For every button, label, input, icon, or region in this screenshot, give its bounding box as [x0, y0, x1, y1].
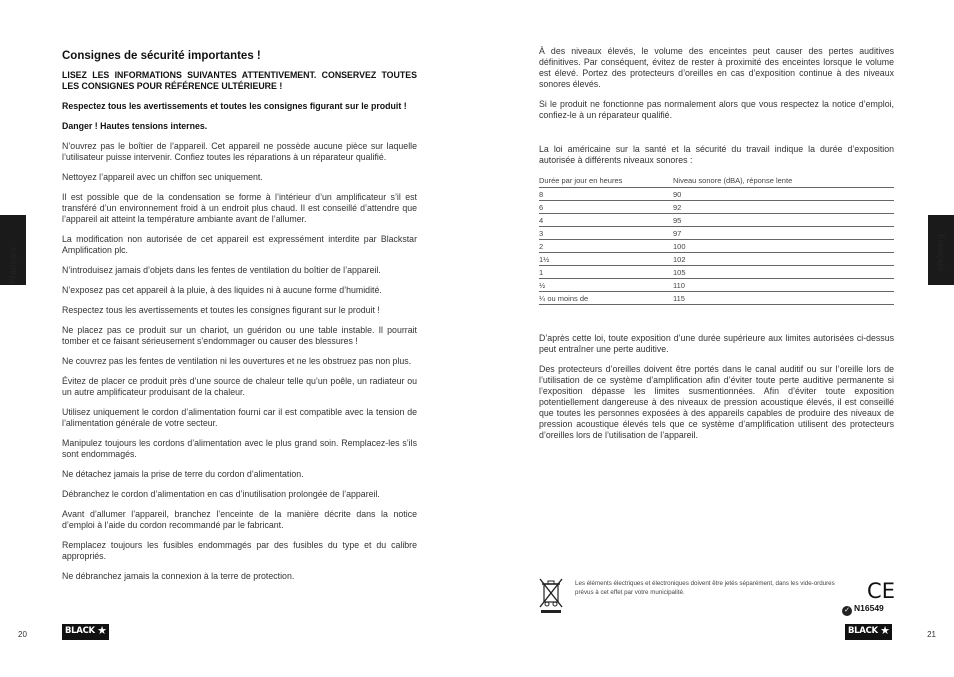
section-title: Consignes de sécurité importantes ! — [62, 50, 261, 62]
paragraph: Évitez de placer ce produit près d’une source de chaleur telle qu’un poêle, un radiateur ou un autre amplificateur produisant de la chaleur. — [62, 376, 417, 397]
star-icon: ★ — [97, 625, 107, 637]
page-number: 20 — [18, 630, 27, 639]
noise-exposure-table — [539, 174, 894, 305]
level-cell: 115 — [673, 292, 894, 305]
table-row — [539, 279, 894, 292]
hours-cell: ½ — [539, 279, 673, 292]
hours-cell: 8 — [539, 188, 673, 201]
weee-bin-icon — [539, 578, 563, 614]
table-row — [539, 253, 894, 266]
hours-cell: ¼ ou moins de — [539, 292, 673, 305]
paragraph: Ne détachez jamais la prise de terre du cordon d’alimentation. — [62, 469, 304, 479]
paragraph: La loi américaine sur la santé et la sécurité du travail indique la durée d’exposition autorisée à différents niveaux sonores : — [539, 144, 894, 165]
paragraph: N’ouvrez pas le boîtier de l’appareil. Cet appareil ne possède aucune pièce sur laquelle l’utilisateur puisse intervenir. Confiez toutes les réparations à un réparateur qualifié. — [62, 141, 417, 162]
table-row — [539, 214, 894, 227]
paragraph: Débranchez le cordon d’alimentation en cas d’inutilisation prolongée de l’appareil. — [62, 489, 380, 499]
paragraph: Ne placez pas ce produit sur un chariot, un guéridon ou une table instable. Il pourrait tomber et ce faisant sérieusement s’endommager ou causer des blessures ! — [62, 325, 417, 346]
level-cell: 102 — [673, 253, 894, 266]
hours-cell: 1½ — [539, 253, 673, 266]
blackstar-logo — [62, 624, 109, 640]
level-cell: 92 — [673, 201, 894, 214]
level-cell: 90 — [673, 188, 894, 201]
c-tick-certification — [842, 603, 884, 616]
level-cell: 97 — [673, 227, 894, 240]
cert-code: N16549 — [854, 603, 884, 613]
hours-cell: 3 — [539, 227, 673, 240]
paragraph: Ne couvrez pas les fentes de ventilation ni les ouvertures et ne les obstruez pas non plus. — [62, 356, 412, 366]
right-page — [477, 0, 954, 677]
paragraph: N’exposez pas cet appareil à la pluie, à des liquides ni à aucune forme d’humidité. — [62, 285, 382, 295]
level-cell: 95 — [673, 214, 894, 227]
level-cell: 105 — [673, 266, 894, 279]
hours-cell: 4 — [539, 214, 673, 227]
paragraph: Avant d’allumer l’appareil, branchez l’enceinte de la manière décrite dans la notice d’emploi à l’aide du cordon recommandé par le fabricant. — [62, 509, 417, 530]
paragraph: Manipulez toujours les cordons d’alimentation avec le plus grand soin. Remplacez-les s’ils sont endommagés. — [62, 438, 417, 459]
paragraph: Remplacez toujours les fusibles endommagés par des fusibles du type et du calibre appropriés. — [62, 540, 417, 561]
paragraph: La modification non autorisée de cet appareil est expressément interdite par Blackstar Amplification plc. — [62, 234, 417, 255]
table-row — [539, 201, 894, 214]
table-row — [539, 188, 894, 201]
paragraph: Si le produit ne fonctionne pas normalement alors que vous respectez la notice d’emploi, confiez-le à un réparateur qualifié. — [539, 99, 894, 120]
paragraph: N’introduisez jamais d’objets dans les fentes de ventilation du boîtier de l’appareil. — [62, 265, 381, 275]
column-header: Durée par jour en heures — [539, 174, 673, 188]
logo-text: BLACK — [65, 626, 95, 636]
paragraph: Il est possible que de la condensation se forme à l’intérieur d’un amplificateur s’il est transféré d’un environnement froid à un endroit plus chaud. Il est conseillé d’attendre que l’appareil ait atteint la température ambiante avant de l’allumer. — [62, 192, 417, 224]
paragraph: Respectez tous les avertissements et toutes les consignes figurant sur le produit ! — [62, 305, 380, 315]
hours-cell: 1 — [539, 266, 673, 279]
table-row — [539, 240, 894, 253]
page-number: 21 — [927, 630, 936, 639]
table-row — [539, 227, 894, 240]
table-row — [539, 266, 894, 279]
blackstar-logo — [845, 624, 892, 640]
paragraph: Nettoyez l’appareil avec un chiffon sec uniquement. — [62, 172, 263, 182]
paragraph: D’après cette loi, toute exposition d’une durée supérieure aux limites autorisées ci-dessus peut entraîner une perte auditive. — [539, 333, 894, 354]
level-cell: 110 — [673, 279, 894, 292]
ce-mark-icon — [866, 579, 896, 601]
paragraph: Utilisez uniquement le cordon d’alimentation fourni car il est compatible avec la tension de l’alimentation générale de votre secteur. — [62, 407, 417, 428]
side-label: Français — [936, 234, 946, 272]
logo-text: BLACK — [848, 626, 878, 636]
paragraph: À des niveaux élevés, le volume des enceintes peut causer des pertes auditives définitives. Par conséquent, évitez de rester à proximité des enceintes lorsque le volume est élevé. Portez des protecteurs d’oreilles en cas d’exposition continue à des niveaux sonores élevés. — [539, 46, 894, 89]
side-label: Français — [8, 246, 18, 284]
c-tick-icon: ✓ — [842, 606, 852, 616]
level-cell: 100 — [673, 240, 894, 253]
star-icon: ★ — [880, 625, 890, 637]
column-header: Niveau sonore (dBA), réponse lente — [673, 174, 894, 188]
ce-mark: CE — [867, 579, 895, 601]
bold-paragraph: LISEZ LES INFORMATIONS SUIVANTES ATTENTIVEMENT. CONSERVEZ TOUTES LES CONSIGNES POUR RÉFÉRENCE ULTÉRIEURE ! — [62, 70, 417, 91]
hours-cell: 2 — [539, 240, 673, 253]
weee-notice: Les éléments électriques et électroniques doivent être jetés séparément, dans les vide-ordures prévus à cet effet par votre municipalité. — [575, 580, 835, 596]
bold-paragraph: Danger ! Hautes tensions internes. — [62, 121, 208, 131]
paragraph: Ne débranchez jamais la connexion à la terre de protection. — [62, 571, 295, 581]
noise-column — [539, 46, 894, 450]
safety-column — [62, 50, 417, 591]
paragraph: Des protecteurs d’oreilles doivent être portés dans le canal auditif ou sur l’oreille lors de l’utilisation de ce système d’amplification afin d’éviter toute perte auditive permanente si l’exposition dépasse les limites susmentionnées. Afin d’éviter toute exposition potentiellement dangereuse à des niveaux de pression acoustique élevés, il est conseillé que toutes les personnes exposées à des appareils capables de produire des niveaux de pression acoustique élevés tels que ce système d’amplification utilisent des protecteurs d’oreilles lors de l’utilisation de l’appareil. — [539, 364, 894, 440]
bold-paragraph: Respectez tous les avertissements et toutes les consignes figurant sur le produit ! — [62, 101, 407, 111]
hours-cell: 6 — [539, 201, 673, 214]
table-header-row — [539, 174, 894, 188]
table-row — [539, 292, 894, 305]
